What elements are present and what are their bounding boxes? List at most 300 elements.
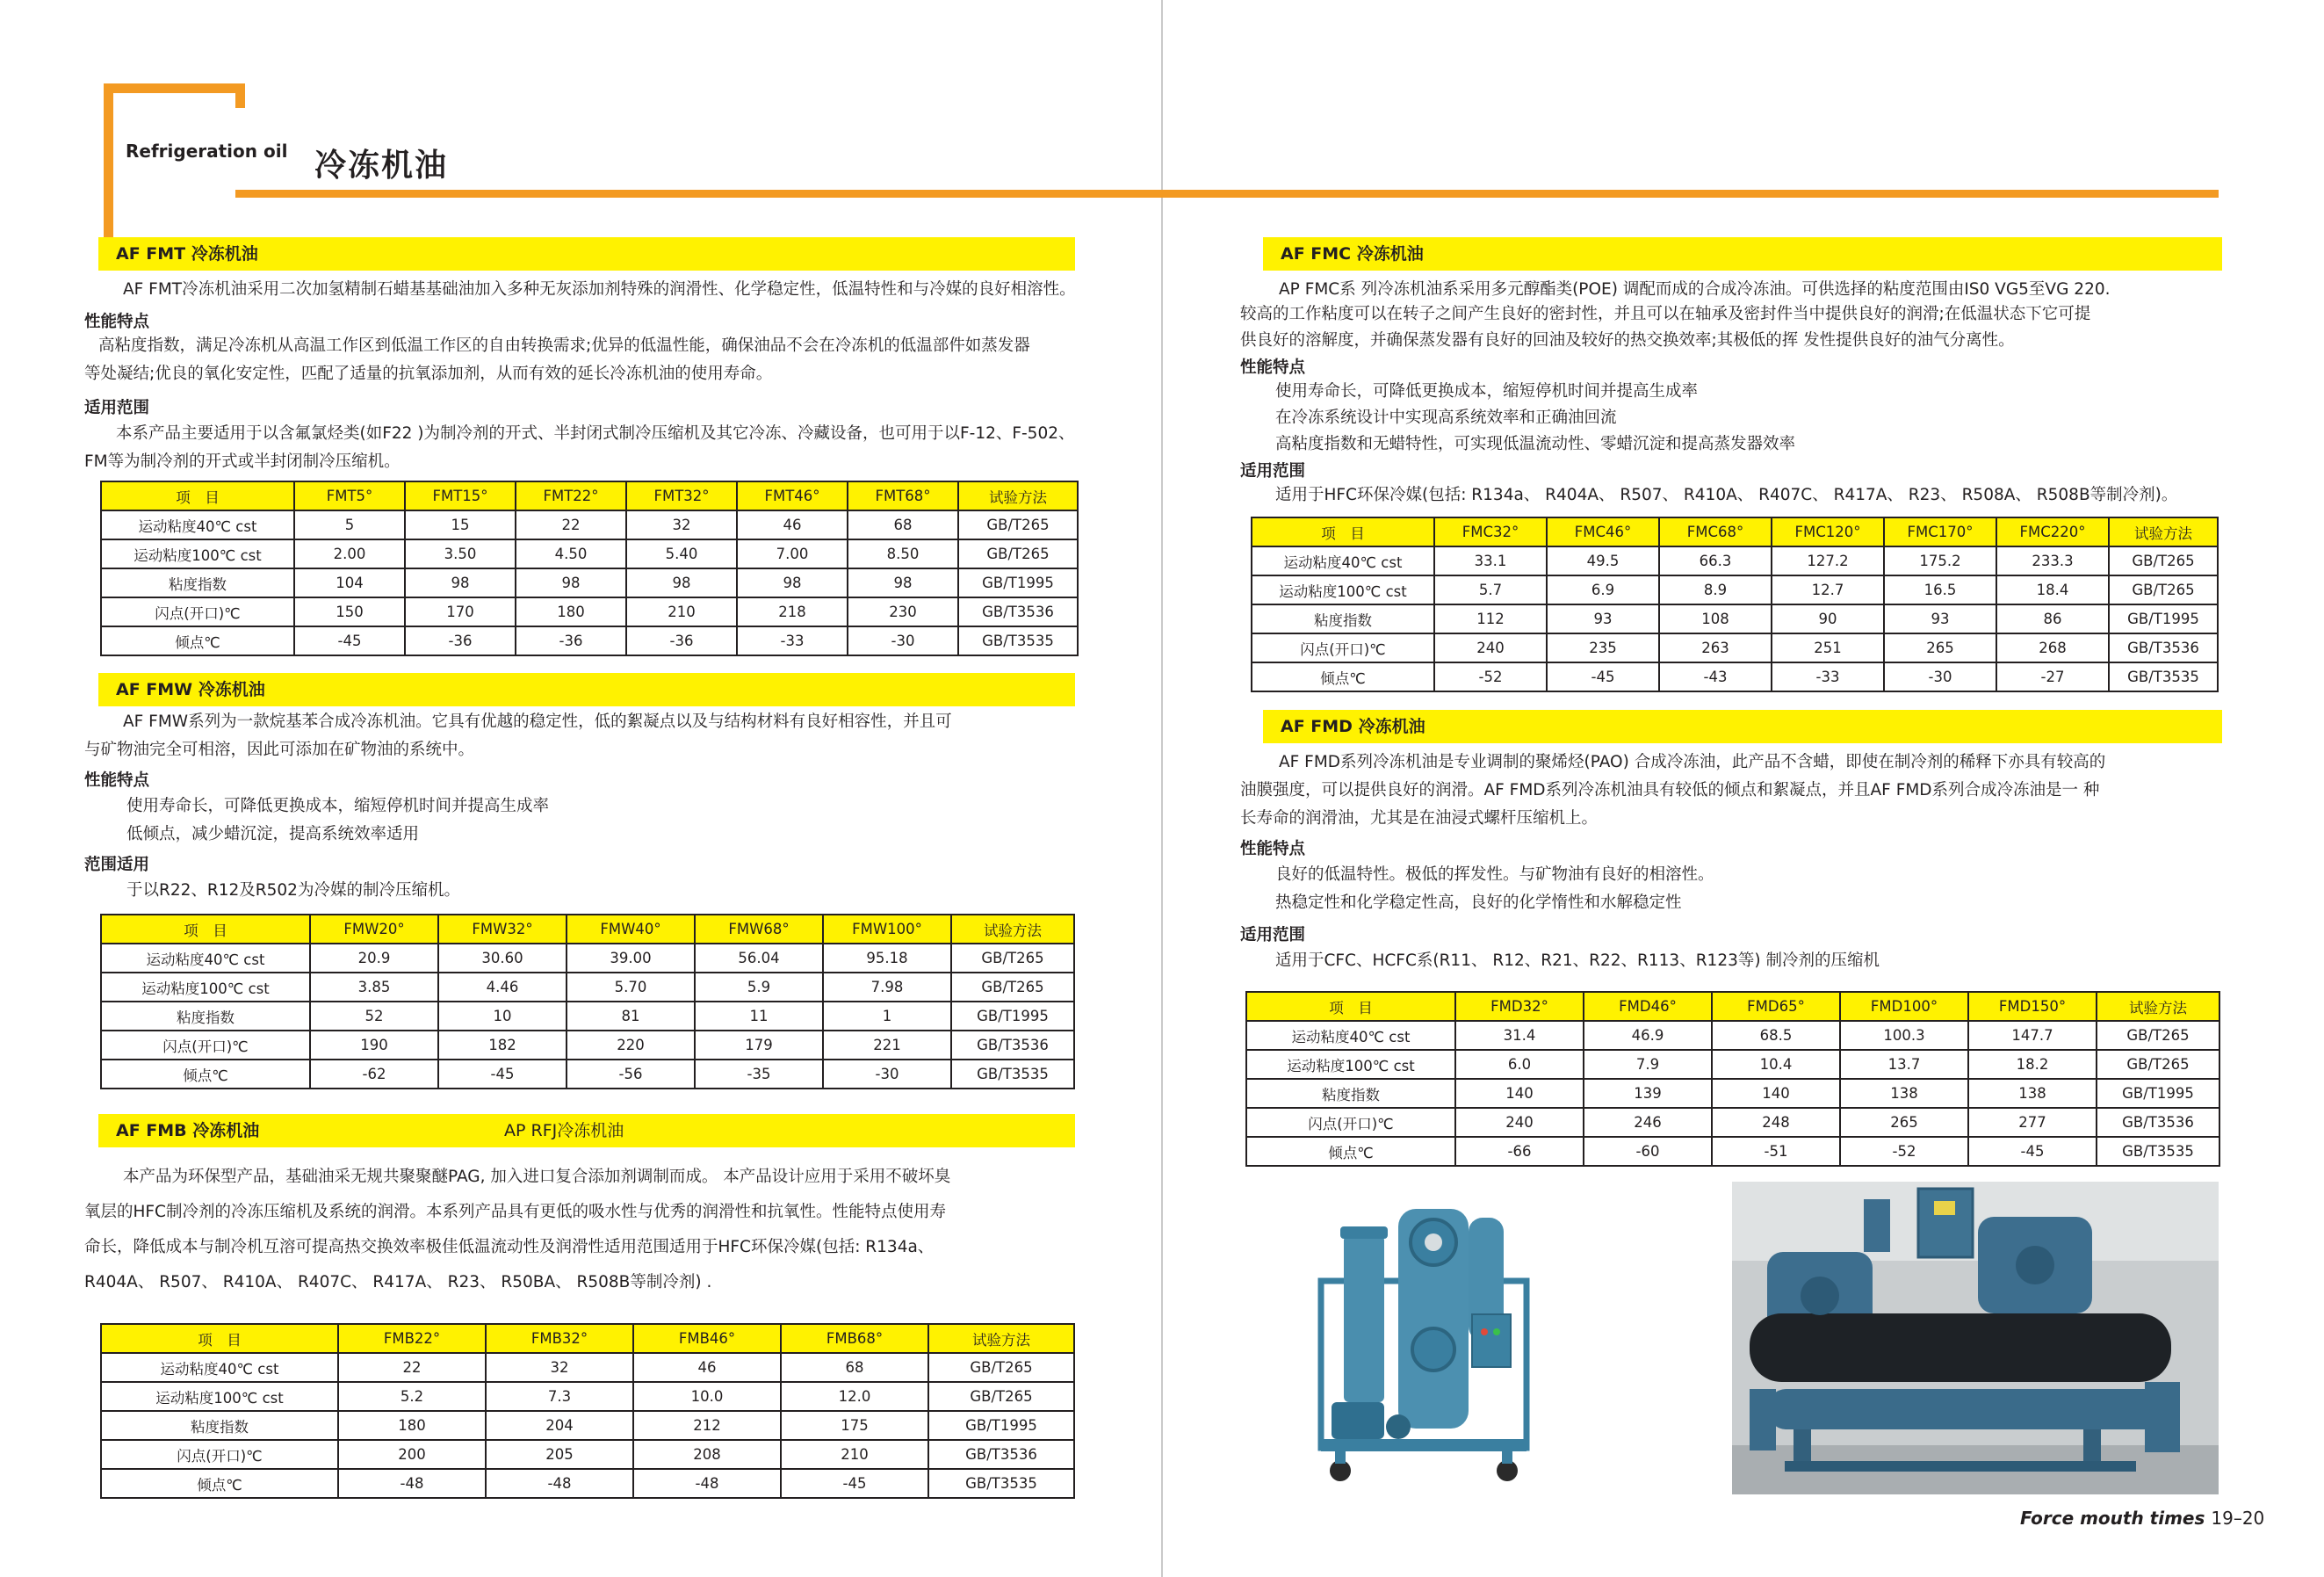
table-cell: 86 xyxy=(1996,604,2109,633)
header-cell: 试验方法 xyxy=(2109,517,2218,546)
fmt-scope-heading: 适用范围 xyxy=(84,399,150,417)
table-cell: GB/T3536 xyxy=(2109,633,2218,662)
table-cell: GB/T265 xyxy=(2109,575,2218,604)
table-cell: 68 xyxy=(781,1353,928,1382)
header-cell: 项 目 xyxy=(101,481,294,510)
table-cell: 粘度指数 xyxy=(101,568,294,597)
header-cell: FMB68° xyxy=(781,1324,928,1353)
header-cell: 项 目 xyxy=(101,1324,338,1353)
fmt-feature-line-1: 高粘度指数，满足冷冻机从高温工作区到低温工作区的自由转换需求;优异的低温性能，确保油品不会在冷冻机的低温部件如蒸发器 xyxy=(98,336,1030,355)
table-cell: 98 xyxy=(516,568,626,597)
table-row xyxy=(1246,1108,2219,1137)
table-cell: 221 xyxy=(823,1031,951,1060)
fmw-section-bar: AF FMW 冷冻机油 xyxy=(98,673,1075,706)
fmt-spec-table xyxy=(100,481,1079,656)
header-cell: FMT46° xyxy=(737,481,848,510)
header-cell: FMC68° xyxy=(1659,517,1772,546)
header-cell: FMW40° xyxy=(567,915,695,944)
table-cell: 205 xyxy=(486,1440,633,1469)
table-cell: 66.3 xyxy=(1659,546,1772,575)
table-cell: 4.50 xyxy=(516,539,626,568)
header-cell: FMW100° xyxy=(823,915,951,944)
table-cell: GB/T265 xyxy=(2097,1050,2219,1079)
table-cell: 46 xyxy=(633,1353,781,1382)
table-cell: 5.40 xyxy=(626,539,737,568)
table-cell: 240 xyxy=(1455,1108,1584,1137)
table-cell: 98 xyxy=(405,568,516,597)
fmb-intro-line-3: 命长，降低成本与制冷机互溶可提高热交换效率极佳低温流动性及润滑性适用范围适用于HFC环保冷媒(包括: R134a、 xyxy=(84,1238,935,1256)
table-cell: 运动粘度100℃ cst xyxy=(1252,575,1434,604)
table-cell: 1 xyxy=(823,1002,951,1031)
table-row xyxy=(101,1440,1074,1469)
header-cell: 项 目 xyxy=(101,915,310,944)
table-cell: GB/T265 xyxy=(928,1382,1074,1411)
fmc-scope-line: 适用于HFC环保冷媒(包括: R134a、 R404A、 R507、 R410A、 R407C、 R417A、 R23、 R508A、 R508B等制冷剂)。 xyxy=(1275,486,2178,504)
table-cell: 68.5 xyxy=(1712,1021,1840,1050)
table-cell: -52 xyxy=(1434,662,1547,691)
header-cell: FMD150° xyxy=(1968,992,2097,1021)
fmt-features-heading: 性能特点 xyxy=(84,313,150,331)
header-cell: FMC32° xyxy=(1434,517,1547,546)
table-cell: 闪点(开口)℃ xyxy=(1252,633,1434,662)
table-cell: -48 xyxy=(338,1469,486,1498)
table-cell: 运动粘度40℃ cst xyxy=(101,944,310,973)
fmc-feature-line-3: 高粘度指数和无蜡特性，可实现低温流动性、零蜡沉淀和提高蒸发器效率 xyxy=(1275,435,1796,453)
fmd-section-bar: AF FMD 冷冻机油 xyxy=(1263,710,2222,743)
table-cell: 220 xyxy=(567,1031,695,1060)
header-cell: FMW20° xyxy=(310,915,438,944)
table-cell: 7.98 xyxy=(823,973,951,1002)
table-cell: 112 xyxy=(1434,604,1547,633)
table-cell: 运动粘度100℃ cst xyxy=(101,1382,338,1411)
fmc-scope-heading: 适用范围 xyxy=(1240,462,1306,481)
table-cell: 98 xyxy=(737,568,848,597)
table-header-row xyxy=(1252,517,2218,546)
table-cell: 22 xyxy=(516,510,626,539)
table-row xyxy=(1246,1021,2219,1050)
table-cell: GB/T3536 xyxy=(928,1440,1074,1469)
rfj-title: AP RFJ冷冻机油 xyxy=(504,1121,624,1140)
table-cell: 263 xyxy=(1659,633,1772,662)
table-row xyxy=(1252,604,2218,633)
table-cell: 32 xyxy=(486,1353,633,1382)
table-cell: 22 xyxy=(338,1353,486,1382)
table-cell: 93 xyxy=(1547,604,1659,633)
header-cell: 试验方法 xyxy=(2097,992,2219,1021)
screw-chiller-photo xyxy=(1732,1182,2219,1494)
header-cell: FMT5° xyxy=(294,481,405,510)
table-cell: GB/T3535 xyxy=(2097,1137,2219,1166)
fmb-intro-line-2: 氧层的HFC制冷剂的冷冻压缩机及系统的润滑。本系列产品具有更低的吸水性与优秀的润滑性和抗氧性。性能特点使用寿 xyxy=(84,1203,946,1221)
fmc-feature-line-2: 在冷冻系统设计中实现高系统效率和正确油回流 xyxy=(1275,409,1617,427)
table-cell: 7.9 xyxy=(1584,1050,1712,1079)
fmd-feature-line-1: 良好的低温特性。极低的挥发性。与矿物油有良好的相溶性。 xyxy=(1275,865,1714,884)
table-cell: 208 xyxy=(633,1440,781,1469)
table-cell: 运动粘度40℃ cst xyxy=(101,510,294,539)
oil-purifier-photo xyxy=(1314,1200,1534,1485)
table-cell: 5.9 xyxy=(695,973,823,1002)
fmw-intro-line-1: AF FMW系列为一款烷基苯合成冷冻机油。它具有优越的稳定性，低的絮凝点以及与结构材料有良好相容性，并且可 xyxy=(123,713,952,731)
table-row xyxy=(101,1382,1074,1411)
fmd-intro-line-3: 长寿命的润滑油，尤其是在油浸式螺杆压缩机上。 xyxy=(1240,809,1599,828)
fmb-intro-line-1: 本产品为环保型产品，基础油采无规共聚聚醚PAG, 加入进口复合添加剂调制而成。 本产品设计应用于采用不破坏臭 xyxy=(123,1168,951,1186)
table-cell: -36 xyxy=(626,626,737,655)
fmw-feature-line-1: 使用寿命长，可降低更换成本，缩短停机时间并提高生成率 xyxy=(126,797,550,815)
table-cell: GB/T1995 xyxy=(928,1411,1074,1440)
table-cell: GB/T265 xyxy=(951,944,1074,973)
table-cell: -30 xyxy=(848,626,958,655)
table-cell: -36 xyxy=(516,626,626,655)
table-cell: 运动粘度100℃ cst xyxy=(1246,1050,1455,1079)
table-cell: 230 xyxy=(848,597,958,626)
table-cell: 138 xyxy=(1968,1079,2097,1108)
table-row xyxy=(1246,1050,2219,1079)
header-cell: FMT32° xyxy=(626,481,737,510)
table-cell: 13.7 xyxy=(1840,1050,1968,1079)
header-cell: FMC220° xyxy=(1996,517,2109,546)
table-row xyxy=(1246,1079,2219,1108)
table-cell: 277 xyxy=(1968,1108,2097,1137)
table-header-row xyxy=(101,915,1074,944)
table-cell: -27 xyxy=(1996,662,2109,691)
table-cell: GB/T3535 xyxy=(951,1060,1074,1089)
table-cell: 3.50 xyxy=(405,539,516,568)
header-bracket xyxy=(104,83,244,255)
table-cell: 2.00 xyxy=(294,539,405,568)
table-cell: 30.60 xyxy=(438,944,567,973)
fmc-section-bar: AF FMC 冷冻机油 xyxy=(1263,237,2222,271)
header-cell: FMW68° xyxy=(695,915,823,944)
table-cell: -48 xyxy=(633,1469,781,1498)
table-row xyxy=(1252,633,2218,662)
table-row xyxy=(101,626,1078,655)
header-cell: FMD65° xyxy=(1712,992,1840,1021)
table-cell: 20.9 xyxy=(310,944,438,973)
table-cell: 粘度指数 xyxy=(1252,604,1434,633)
table-cell: 90 xyxy=(1772,604,1884,633)
table-cell: 204 xyxy=(486,1411,633,1440)
table-cell: 179 xyxy=(695,1031,823,1060)
table-cell: 265 xyxy=(1840,1108,1968,1137)
table-cell: -66 xyxy=(1455,1137,1584,1166)
table-row xyxy=(101,1353,1074,1382)
table-cell: 运动粘度40℃ cst xyxy=(1246,1021,1455,1050)
table-cell: -36 xyxy=(405,626,516,655)
fmw-feature-line-2: 低倾点，减少蜡沉淀，提高系统效率适用 xyxy=(126,825,420,843)
chinese-title: 冷冻机油 xyxy=(314,148,449,184)
header-cell: FMB32° xyxy=(486,1324,633,1353)
table-cell: 31.4 xyxy=(1455,1021,1584,1050)
table-cell: 5 xyxy=(294,510,405,539)
header-bracket-tick xyxy=(235,83,245,108)
table-cell: -45 xyxy=(438,1060,567,1089)
table-cell: 运动粘度40℃ cst xyxy=(1252,546,1434,575)
table-row xyxy=(101,597,1078,626)
table-cell: GB/T265 xyxy=(2097,1021,2219,1050)
table-cell: GB/T265 xyxy=(951,973,1074,1002)
table-cell: 182 xyxy=(438,1031,567,1060)
header-cell: FMC46° xyxy=(1547,517,1659,546)
table-cell: 68 xyxy=(848,510,958,539)
table-cell: 运动粘度100℃ cst xyxy=(101,973,310,1002)
fmb-intro-line-4: R404A、 R507、 R410A、 R407C、 R417A、 R23、 R50BA、 R508B等制冷剂) . xyxy=(84,1273,712,1291)
page-footer xyxy=(2020,1508,2264,1529)
table-cell: 10.4 xyxy=(1712,1050,1840,1079)
table-cell: 150 xyxy=(294,597,405,626)
table-cell: 104 xyxy=(294,568,405,597)
fmd-intro-line-2: 油膜强度，可以提供良好的润滑。AF FMD系列冷冻机油具有较低的倾点和絮凝点，并且AF FMD系列合成冷冻油是一 种 xyxy=(1240,781,2100,799)
table-row xyxy=(101,1031,1074,1060)
table-cell: 147.7 xyxy=(1968,1021,2097,1050)
table-row xyxy=(101,1060,1074,1089)
table-cell: 倾点℃ xyxy=(101,1060,310,1089)
table-row xyxy=(101,1002,1074,1031)
table-cell: 175 xyxy=(781,1411,928,1440)
table-cell: 93 xyxy=(1884,604,1996,633)
table-cell: 4.46 xyxy=(438,973,567,1002)
table-cell: 粘度指数 xyxy=(1246,1079,1455,1108)
table-cell: 138 xyxy=(1840,1079,1968,1108)
table-cell: GB/T265 xyxy=(958,510,1078,539)
table-cell: 12.0 xyxy=(781,1382,928,1411)
table-cell: 212 xyxy=(633,1411,781,1440)
table-cell: 175.2 xyxy=(1884,546,1996,575)
table-cell: 248 xyxy=(1712,1108,1840,1137)
table-cell: 170 xyxy=(405,597,516,626)
header-cell: FMD100° xyxy=(1840,992,1968,1021)
table-cell: -48 xyxy=(486,1469,633,1498)
fmd-scope-line: 适用于CFC、HCFC系(R11、 R12、R21、R22、R113、R123等) 制冷剂的压缩机 xyxy=(1275,951,1880,970)
table-cell: 233.3 xyxy=(1996,546,2109,575)
table-cell: GB/T1995 xyxy=(2097,1079,2219,1108)
fmd-features-heading: 性能特点 xyxy=(1240,840,1306,858)
table-cell: GB/T3536 xyxy=(958,597,1078,626)
fmb-title: AF FMB 冷冻机油 xyxy=(116,1121,260,1140)
table-cell: -45 xyxy=(1547,662,1659,691)
fmt-scope-line-1: 本系产品主要适用于以含氟氯烃类(如F22 )为制冷剂的开式、半封闭式制冷压缩机及其它冷冻、冷藏设备，也可用于以F-12、F-502、 xyxy=(116,424,1075,443)
fmw-intro-line-2: 与矿物油完全可相溶，因此可添加在矿物油的系统中。 xyxy=(84,741,475,759)
table-row xyxy=(1246,1137,2219,1166)
table-row xyxy=(101,539,1078,568)
fmc-spec-table xyxy=(1251,517,2219,692)
table-cell: -33 xyxy=(1772,662,1884,691)
fmc-intro-line-2: 较高的工作粘度可以在转子之间产生良好的密封性，并且可以在轴承及密封件当中提供良好的润滑;在低温状态下它可提 xyxy=(1240,305,2091,323)
fmd-spec-table xyxy=(1245,991,2220,1167)
table-cell: 闪点(开口)℃ xyxy=(1246,1108,1455,1137)
table-cell: 81 xyxy=(567,1002,695,1031)
table-cell: 39.00 xyxy=(567,944,695,973)
table-cell: -52 xyxy=(1840,1137,1968,1166)
table-cell: -43 xyxy=(1659,662,1772,691)
fmb-section-bar xyxy=(98,1114,1075,1147)
header-cell: 项 目 xyxy=(1246,992,1455,1021)
table-cell: -35 xyxy=(695,1060,823,1089)
table-cell: 18.4 xyxy=(1996,575,2109,604)
table-row xyxy=(101,568,1078,597)
table-cell: 5.2 xyxy=(338,1382,486,1411)
table-cell: 闪点(开口)℃ xyxy=(101,1031,310,1060)
fmc-feature-line-1: 使用寿命长，可降低更换成本，缩短停机时间并提高生成率 xyxy=(1275,382,1699,401)
table-cell: GB/T3536 xyxy=(951,1031,1074,1060)
fmt-intro: AF FMT冷冻机油采用二次加氢精制石蜡基基础油加入多种无灰添加剂特殊的润滑性、化学稳定性，低温特性和与冷媒的良好相溶性。 xyxy=(123,280,1076,299)
header-cell: 试验方法 xyxy=(958,481,1078,510)
table-cell: 倾点℃ xyxy=(1246,1137,1455,1166)
table-cell: 140 xyxy=(1455,1079,1584,1108)
table-cell: 12.7 xyxy=(1772,575,1884,604)
fmd-intro-line-1: AF FMD系列冷冻机油是专业调制的聚烯烃(PAO) 合成冷冻油，此产品不含蜡，即使在制冷剂的稀释下亦具有较高的 xyxy=(1279,753,2106,771)
table-cell: -51 xyxy=(1712,1137,1840,1166)
table-cell: 7.00 xyxy=(737,539,848,568)
table-row xyxy=(1252,662,2218,691)
table-cell: 倾点℃ xyxy=(101,1469,338,1498)
table-cell: -62 xyxy=(310,1060,438,1089)
table-row xyxy=(101,1411,1074,1440)
table-cell: 16.5 xyxy=(1884,575,1996,604)
table-row xyxy=(1252,575,2218,604)
header-cell: FMC170° xyxy=(1884,517,1996,546)
table-cell: 15 xyxy=(405,510,516,539)
header-rule xyxy=(235,190,2219,198)
table-cell: 98 xyxy=(848,568,958,597)
table-cell: 56.04 xyxy=(695,944,823,973)
table-cell: 140 xyxy=(1712,1079,1840,1108)
table-cell: 11 xyxy=(695,1002,823,1031)
table-cell: 218 xyxy=(737,597,848,626)
table-cell: 3.85 xyxy=(310,973,438,1002)
table-cell: 运动粘度100℃ cst xyxy=(101,539,294,568)
table-cell: 10 xyxy=(438,1002,567,1031)
table-row xyxy=(101,973,1074,1002)
table-cell: 52 xyxy=(310,1002,438,1031)
table-cell: -45 xyxy=(1968,1137,2097,1166)
table-cell: GB/T1995 xyxy=(958,568,1078,597)
table-cell: -60 xyxy=(1584,1137,1712,1166)
header-cell: FMB22° xyxy=(338,1324,486,1353)
table-header-row xyxy=(1246,992,2219,1021)
table-cell: GB/T1995 xyxy=(2109,604,2218,633)
table-cell: 127.2 xyxy=(1772,546,1884,575)
table-row xyxy=(1252,546,2218,575)
table-cell: 235 xyxy=(1547,633,1659,662)
table-row xyxy=(101,510,1078,539)
fmc-features-heading: 性能特点 xyxy=(1240,358,1306,377)
table-cell: 倾点℃ xyxy=(1252,662,1434,691)
table-cell: 46.9 xyxy=(1584,1021,1712,1050)
table-header-row xyxy=(101,1324,1074,1353)
table-cell: 粘度指数 xyxy=(101,1411,338,1440)
fmc-intro-line-3: 供良好的溶解度，并确保蒸发器有良好的回油及较好的热交换效率;其极低的挥 发性提供良好的油气分离性。 xyxy=(1240,331,2015,350)
header-cell: FMD32° xyxy=(1455,992,1584,1021)
table-cell: 10.0 xyxy=(633,1382,781,1411)
table-cell: 180 xyxy=(516,597,626,626)
table-cell: 265 xyxy=(1884,633,1996,662)
table-cell: 5.7 xyxy=(1434,575,1547,604)
table-cell: 闪点(开口)℃ xyxy=(101,1440,338,1469)
table-cell: 5.70 xyxy=(567,973,695,1002)
header-cell: FMT68° xyxy=(848,481,958,510)
header-cell: 试验方法 xyxy=(951,915,1074,944)
fmw-scope-heading: 范围适用 xyxy=(84,856,150,874)
table-cell: 6.9 xyxy=(1547,575,1659,604)
table-cell: GB/T3535 xyxy=(928,1469,1074,1498)
table-cell: -45 xyxy=(781,1469,928,1498)
table-cell: 7.3 xyxy=(486,1382,633,1411)
table-cell: -30 xyxy=(823,1060,951,1089)
header-cell: FMC120° xyxy=(1772,517,1884,546)
table-cell: 210 xyxy=(626,597,737,626)
table-cell: GB/T265 xyxy=(958,539,1078,568)
table-cell: 139 xyxy=(1584,1079,1712,1108)
header-cell: FMT22° xyxy=(516,481,626,510)
table-cell: 运动粘度40℃ cst xyxy=(101,1353,338,1382)
table-cell: 粘度指数 xyxy=(101,1002,310,1031)
fmt-section-bar: AF FMT 冷冻机油 xyxy=(98,237,1075,271)
table-row xyxy=(101,944,1074,973)
fmt-feature-line-2: 等处凝结;优良的氧化安定性，匹配了适量的抗氧添加剂，从而有效的延长冷冻机油的使用寿命。 xyxy=(84,365,773,383)
table-cell: 32 xyxy=(626,510,737,539)
table-cell: -30 xyxy=(1884,662,1996,691)
table-cell: 49.5 xyxy=(1547,546,1659,575)
table-cell: 33.1 xyxy=(1434,546,1547,575)
table-cell: 240 xyxy=(1434,633,1547,662)
table-cell: 46 xyxy=(737,510,848,539)
fmc-intro-line-1: AP FMC系 列冷冻机油系采用多元醇酯类(POE) 调配而成的合成冷冻油。可供选择的粘度范围由IS0 VG5至VG 220. xyxy=(1279,280,2111,299)
header-cell: FMW32° xyxy=(438,915,567,944)
table-cell: 95.18 xyxy=(823,944,951,973)
table-cell: 闪点(开口)℃ xyxy=(101,597,294,626)
header-cell: FMD46° xyxy=(1584,992,1712,1021)
table-cell: 108 xyxy=(1659,604,1772,633)
table-cell: GB/T3536 xyxy=(2097,1108,2219,1137)
table-cell: GB/T1995 xyxy=(951,1002,1074,1031)
table-cell: -56 xyxy=(567,1060,695,1089)
table-cell: -45 xyxy=(294,626,405,655)
table-cell: 98 xyxy=(626,568,737,597)
table-cell: 251 xyxy=(1772,633,1884,662)
header-cell: FMT15° xyxy=(405,481,516,510)
table-cell: GB/T265 xyxy=(2109,546,2218,575)
table-cell: GB/T265 xyxy=(928,1353,1074,1382)
fmw-spec-table xyxy=(100,914,1075,1089)
table-cell: 200 xyxy=(338,1440,486,1469)
table-cell: 100.3 xyxy=(1840,1021,1968,1050)
table-cell: 190 xyxy=(310,1031,438,1060)
header-cell: 项 目 xyxy=(1252,517,1434,546)
table-cell: GB/T3535 xyxy=(2109,662,2218,691)
fmw-scope-line: 于以R22、R12及R502为冷媒的制冷压缩机。 xyxy=(126,881,460,900)
table-header-row xyxy=(101,481,1078,510)
table-cell: 268 xyxy=(1996,633,2109,662)
table-cell: GB/T3535 xyxy=(958,626,1078,655)
table-cell: 180 xyxy=(338,1411,486,1440)
table-cell: -33 xyxy=(737,626,848,655)
table-cell: 8.50 xyxy=(848,539,958,568)
fmb-spec-table xyxy=(100,1323,1075,1499)
table-row xyxy=(101,1469,1074,1498)
page-fold-line xyxy=(1161,0,1163,1577)
fmd-feature-line-2: 热稳定性和化学稳定性高，良好的化学惰性和水解稳定性 xyxy=(1275,893,1682,912)
table-cell: 246 xyxy=(1584,1108,1712,1137)
fmt-scope-line-2: FM等为制冷剂的开式或半封闭制冷压缩机。 xyxy=(84,452,401,471)
table-cell: 18.2 xyxy=(1968,1050,2097,1079)
fmd-scope-heading: 适用范围 xyxy=(1240,926,1306,944)
table-cell: 210 xyxy=(781,1440,928,1469)
table-cell: 8.9 xyxy=(1659,575,1772,604)
table-cell: 6.0 xyxy=(1455,1050,1584,1079)
table-cell: 倾点℃ xyxy=(101,626,294,655)
english-title: Refrigeration oil xyxy=(126,141,288,162)
header-cell: 试验方法 xyxy=(928,1324,1074,1353)
